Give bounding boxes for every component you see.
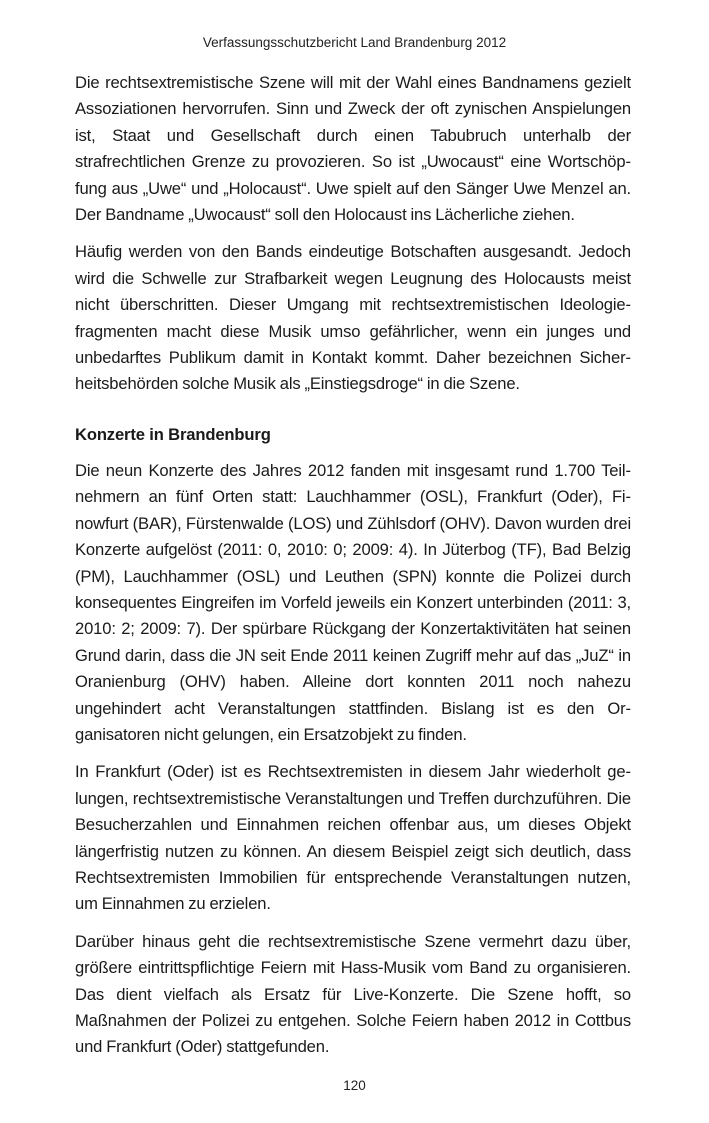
page-content [75,70,631,1072]
page-number: 120 [343,1078,366,1093]
paragraph-frankfurt-oder: In Frankfurt (Oder) ist es Rechtsextremisten in diesem Jahr wiederholt gelungen, rechtsextremistische Veranstaltungen und Treffen durchzuführen. Die Besucherzahlen und Einnahmen reichen offenbar aus, um dieses Objekt längerfristig nutzen zu können. An diesem Beispiel zeigt sich deutlich, dass Rechtsextremisten Immobilien für entsprechende Veranstaltungen nutzen, um Einnahmen zu erzielen. [75,762,631,914]
paragraph-concerts-2012: Die neun Konzerte des Jahres 2012 fanden mit insgesamt rund 1.700 Teilnehmern an fünf Orten statt: Lauchhammer (OSL), Frankfurt (Oder), Finowfurt (BAR), Fürstenwalde (LOS) und Zühlsdorf (OHV). Davon wurden drei Konzerte aufgelöst (2011: 0, 2010: 0; 2009: 4). In Jüterbog (TF), Bad Belzig (PM), Lauchhammer (OSL) und Leuthen (SPN) konnte die Polizei durch konsequentes Eingreifen im Vorfeld jeweils ein Konzert unterbinden (2011: 3, 2010: 2; 2009: 7). Der spürbare Rückgang der Konzertaktivitäten hat seinen Grund darin, dass die JN seit Ende 2011 keinen Zugriff mehr auf das „JuZ“ in Oranienburg (OHV) haben. Alleine dort konnten 2011 noch nahezu ungehindert acht Veranstaltungen stattfinden. Bislang ist es den Organisatoren nicht gelungen, ein Ersatzobjekt zu finden. [75,460,631,744]
paragraph-band-messages: Häufig werden von den Bands eindeutige Botschaften ausgesandt. Jedoch wird die Schwelle zur Strafbarkeit wegen Leugnung des Holocausts meist nicht überschritten. Dieser Umgang mit rechtsextremistischen Ideologiefragmenten macht diese Musik umso gefährlicher, wenn ein junges und unbedarftes Publikum damit in Kontakt kommt. Daher bezeichnen Sicherheitsbehörden solche Musik als „Einstiegsdroge“ in die Szene. [75,242,631,394]
running-header: Verfassungsschutzbericht Land Brandenburg 2012 [202,35,507,50]
paragraph-private-parties: Darüber hinaus geht die rechtsextremistische Szene vermehrt dazu über, größere eintrittspflichtige Feiern mit Hass-Musik vom Band zu organisieren. Das dient vielfach als Ersatz für Live-Konzerte. Die Szene hofft, so Maßnahmen der Polizei zu entgehen. Solche Feiern haben 2012 in Cottbus und Frankfurt (Oder) stattgefunden. [75,931,631,1057]
paragraph-band-names: Die rechtsextremistische Szene will mit der Wahl eines Bandnamens gezielt Assoziationen hervorrufen. Sinn und Zweck der oft zynischen Anspielungen ist, Staat und Gesellschaft durch einen Tabubruch unterhalb der strafrechtlichen Grenze zu provozieren. So ist „Uwocaust“ eine Wortschöpfung aus „Uwe“ und „Holocaust“. Uwe spielt auf den Sänger Uwe Menzel an. Der Bandname „Uwocaust“ soll den Holocaust ins Lächerliche ziehen. [75,73,631,225]
section-heading: Konzerte in Brandenburg [75,424,271,444]
